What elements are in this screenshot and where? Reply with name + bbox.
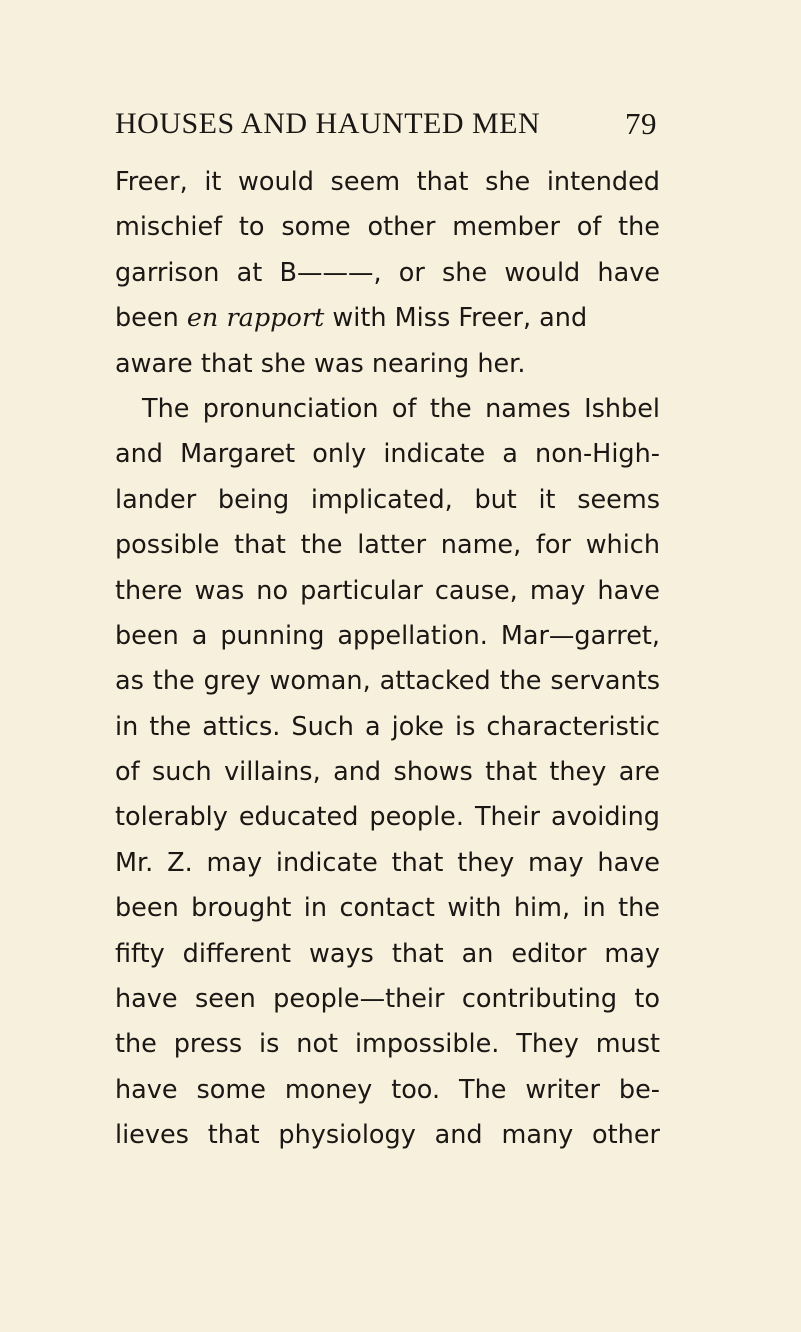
text-segment: been — [115, 303, 187, 334]
text-line: have some money too. The writer be- — [115, 1074, 660, 1105]
text-line: been a punning appellation. Mar—garret, — [115, 620, 660, 651]
text-line: mischief to some other member of the — [115, 212, 660, 243]
text-line: tolerably educated people. Their avoiding — [115, 802, 660, 833]
text-line: lieves that physiology and many other — [115, 1120, 660, 1151]
running-title: HOUSES AND HAUNTED MEN — [115, 107, 541, 140]
text-line: the press is not impossible. They must — [115, 1029, 660, 1060]
text-line: as the grey woman, attacked the servants — [115, 666, 660, 697]
text-line: possible that the latter name, for which — [115, 530, 660, 561]
text-line: Mr. Z. may indicate that they may have — [115, 847, 660, 878]
text-line: been brought in contact with him, in the — [115, 893, 660, 924]
text-line: lander being implicated, but it seems — [115, 484, 660, 515]
text-line: in the attics. Such a joke is characteristic — [115, 711, 660, 742]
text-line — [115, 296, 660, 341]
page-number: 79 — [625, 106, 657, 141]
text-segment: with Miss Freer, and — [324, 303, 588, 334]
paragraph-end-line: aware that she was nearing her. — [115, 348, 526, 379]
text-line: of such villains, and shows that they are — [115, 757, 660, 788]
text-line: and Margaret only indicate a non-High- — [115, 439, 660, 470]
text-line: have seen people—their contributing to — [115, 984, 660, 1015]
text-line: there was no particular cause, may have — [115, 575, 660, 606]
text-line: Freer, it would seem that she intended — [115, 167, 660, 197]
text-line: fifty different ways that an editor may — [115, 938, 660, 969]
paragraph-first-line: The pronunciation of the names Ishbel — [142, 393, 660, 424]
body-text — [115, 160, 660, 1159]
italic-phrase: en rapport — [186, 303, 325, 334]
text-line: garrison at B———, or she would have — [115, 257, 660, 288]
